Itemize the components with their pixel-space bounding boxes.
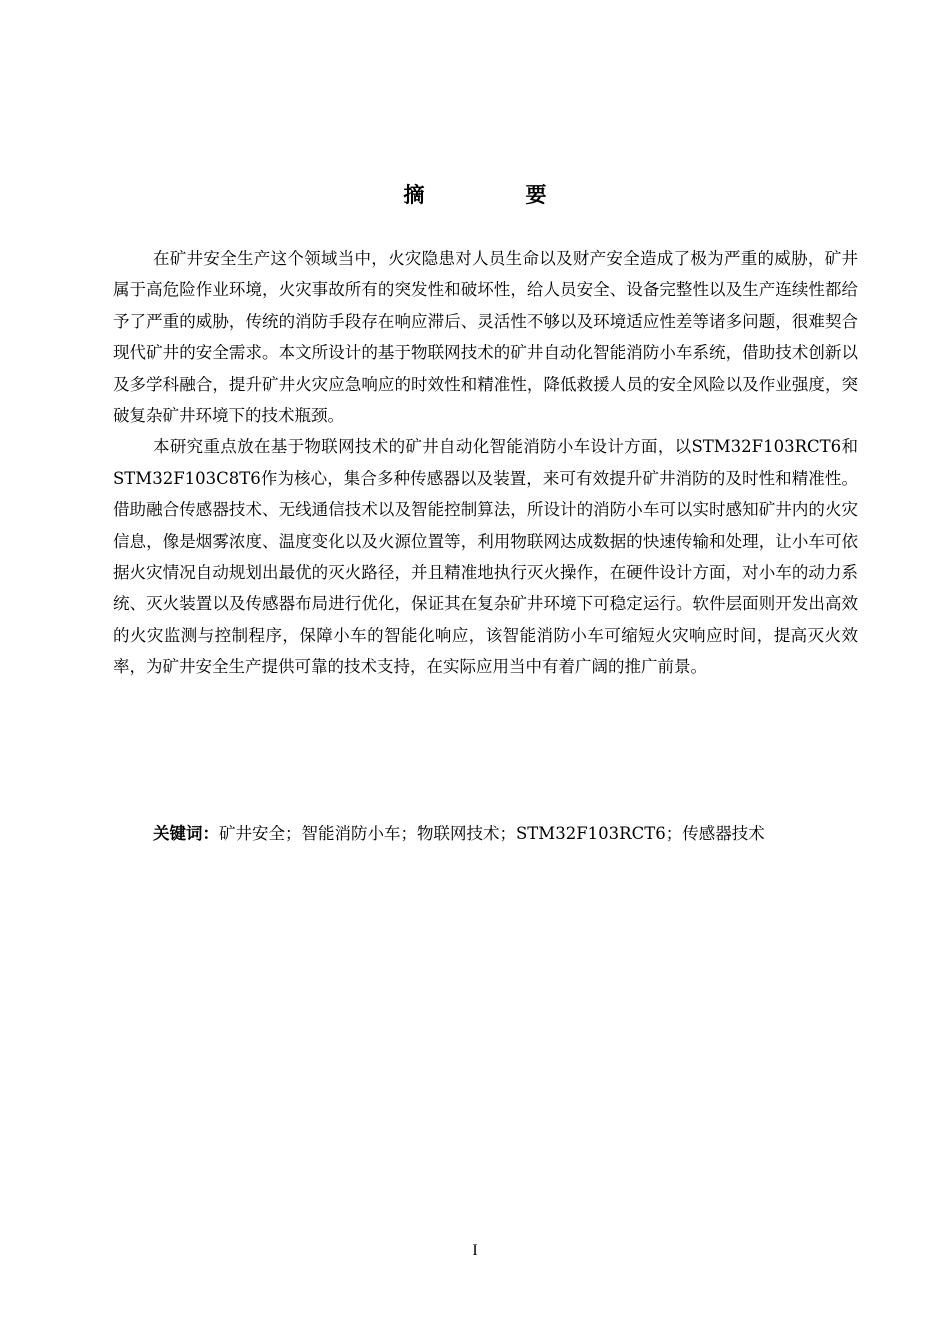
- keywords-label: 关键词：: [153, 824, 219, 843]
- abstract-paragraph-2: 本研究重点放在基于物联网技术的矿井自动化智能消防小车设计方面，以STM32F103RCT6和STM32F103C8T6作为核心，集合多种传感器以及装置，来可有效提升矿井消防的及时性和精准性。借助融合传感器技术、无线通信技术以及智能控制算法，所设计的消防小车可以实时感知矿井内的火灾信息，像是烟雾浓度、温度变化以及火源位置等，利用物联网达成数据的快速传输和处理，让小车可依据火灾情况自动规划出最优的灭火路径，并且精准地执行灭火操作，在硬件设计方面，对小车的动力系统、灭火装置以及传感器布局进行优化，保证其在复杂矿井环境下可稳定运行。软件层面则开发出高效的火灾监测与控制程序，保障小车的智能化响应，该智能消防小车可缩短火灾响应时间，提高灭火效率，为矿井安全生产提供可靠的技术支持，在实际应用当中有着广阔的推广前景。: [113, 437, 858, 677]
- abstract-body: [113, 243, 858, 683]
- keywords-text: 矿井安全；智能消防小车；物联网技术；STM32F103RCT6；传感器技术: [219, 824, 765, 843]
- abstract-title: 摘 要: [403, 183, 587, 207]
- abstract-paragraph-1: 在矿井安全生产这个领域当中，火灾隐患对人员生命以及财产安全造成了极为严重的威胁，矿井属于高危险作业环境，火灾事故所有的突发性和破坏性，给人员安全、设备完整性以及生产连续性都给予了严重的威胁，传统的消防手段存在响应滞后、灵活性不够以及环境适应性差等诸多问题，很难契合现代矿井的安全需求。本文所设计的基于物联网技术的矿井自动化智能消防小车系统，借助技术创新以及多学科融合，提升矿井火灾应急响应的时效性和精准性，降低救援人员的安全风险以及作业强度，突破复杂矿井环境下的技术瓶颈。: [113, 249, 858, 426]
- keywords-line: [153, 819, 873, 849]
- page-number: I: [472, 1242, 478, 1259]
